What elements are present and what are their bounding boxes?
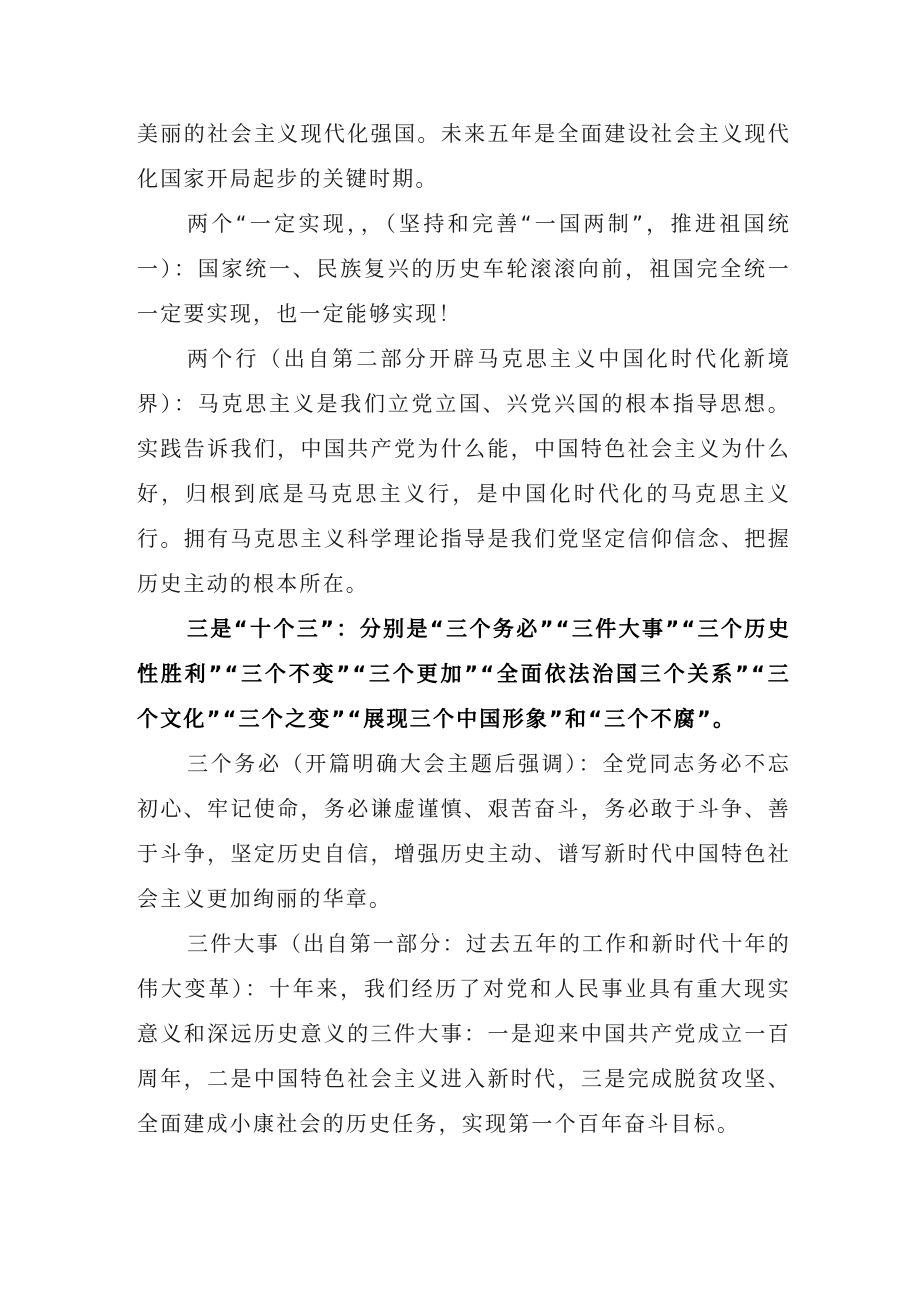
paragraph-two-certainties: 两个“一定实现，，（坚持和完善“一国两制”，推进祖国统一）：国家统一、民族复兴的历史车轮滚滚向前，祖国完全统一一定要实现，也一定能够实现！ — [137, 212, 791, 326]
document-page — [137, 112, 791, 1147]
paragraph-ten-threes-heading: 三是“十个三”：分别是“三个务必”“三件大事”“三个历史性胜利”“三个不变”“三个更加”“全面依法治国三个关系”“三个文化”“三个之变”“展现三个中国形象”和“三个不腐”。 — [137, 617, 791, 731]
paragraph-continuation: 美丽的社会主义现代化强国。未来五年是全面建设社会主义现代化国家开局起步的关键时期。 — [137, 122, 791, 191]
paragraph-three-major-events: 三件大事（出自第一部分：过去五年的工作和新时代十年的伟大变革）：十年来，我们经历了对党和人民事业具有重大现实意义和深远历史意义的三件大事：一是迎来中国共产党成立一百周年，二是中国特色社会主义进入新时代，三是完成脱贫攻坚、全面建成小康社会的历史任务，实现第一个百年奋斗目标。 — [137, 932, 791, 1136]
paragraph-two-works: 两个行（出自第二部分开辟马克思主义中国化时代化新境界）：马克思主义是我们立党立国、兴党兴国的根本指导思想。实践告诉我们，中国共产党为什么能，中国特色社会主义为什么好，归根到底是马克思主义行，是中国化时代化的马克思主义行。拥有马克思主义科学理论指导是我们党坚定信仰信念、把握历史主动的根本所在。 — [137, 347, 791, 596]
paragraph-three-musts: 三个务必（开篇明确大会主题后强调）：全党同志务必不忘初心、牢记使命，务必谦虚谨慎、艰苦奋斗，务必敢于斗争、善于斗争，坚定历史自信，增强历史主动、谱写新时代中国特色社会主义更加绚丽的华章。 — [137, 752, 791, 911]
